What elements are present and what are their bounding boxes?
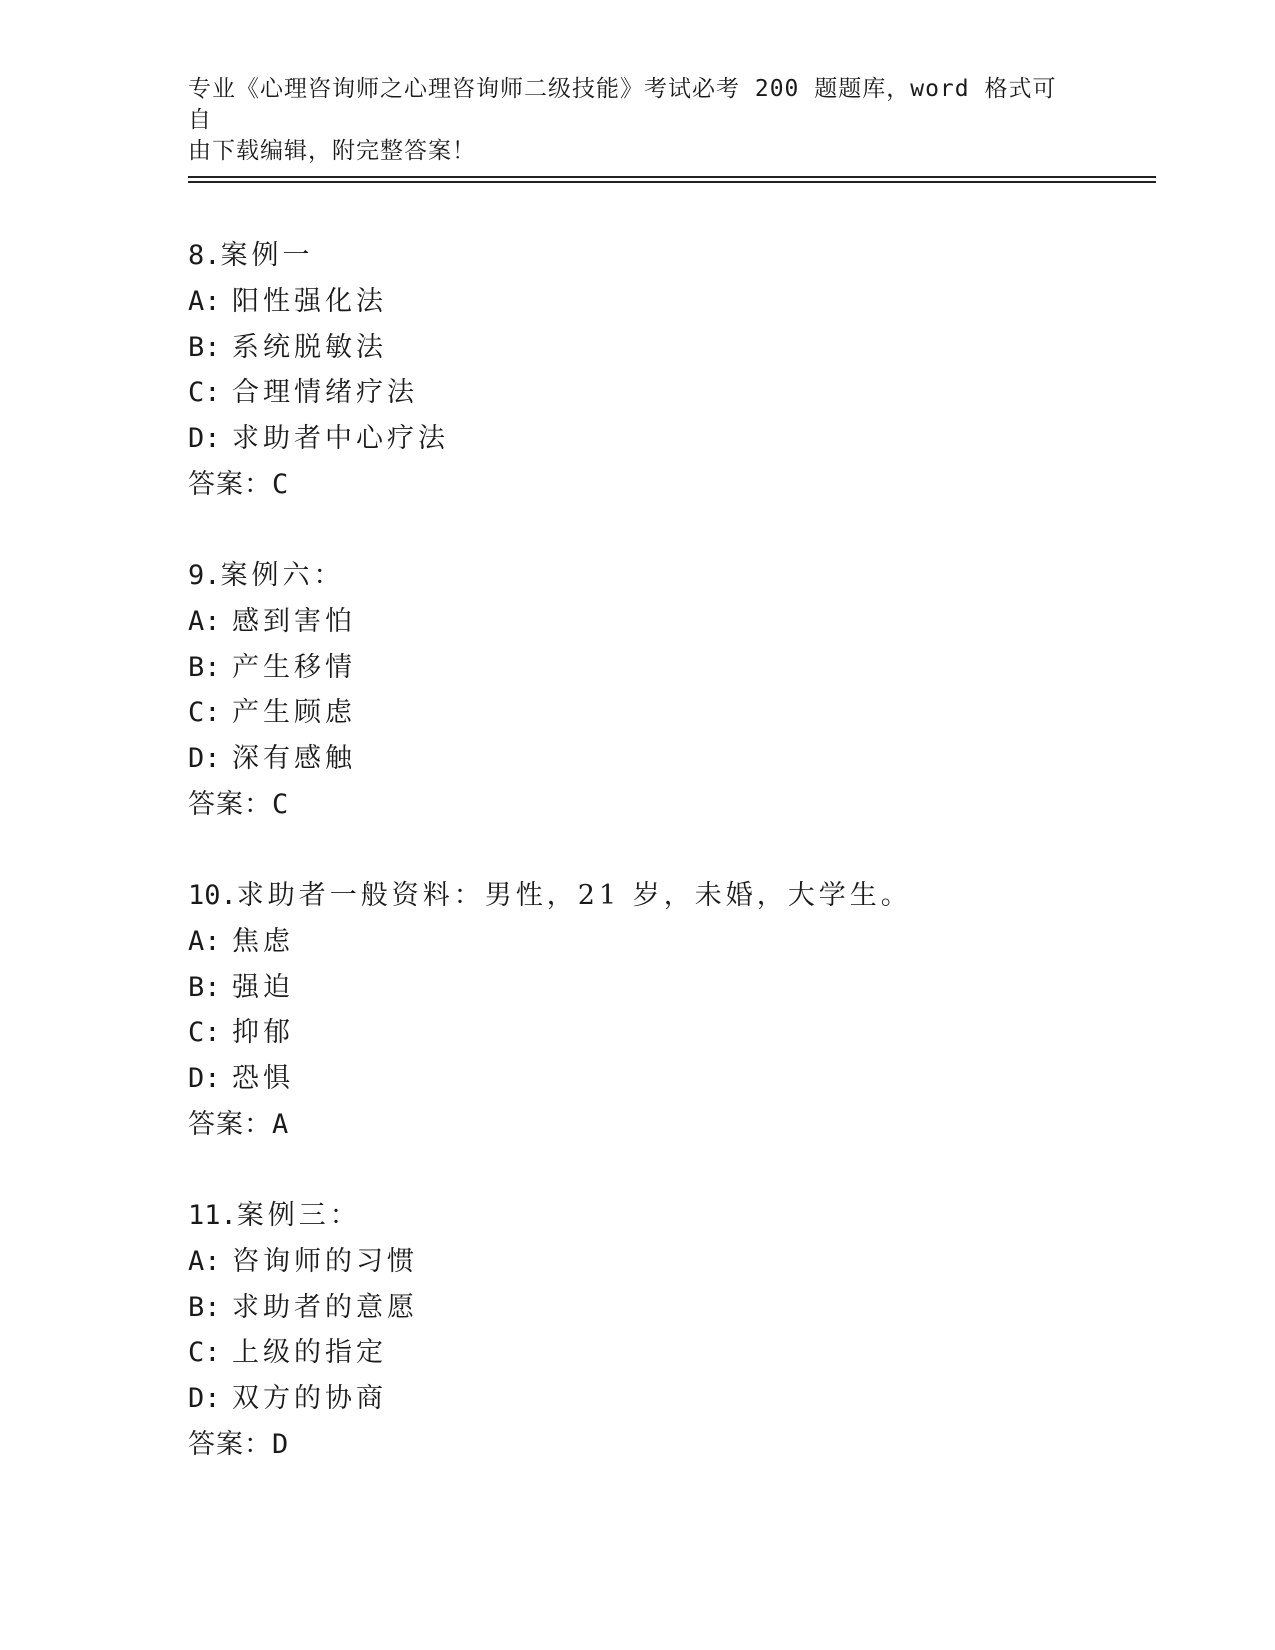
question-number: 8. xyxy=(188,240,221,271)
option-key: A: xyxy=(188,285,221,317)
option-text: 感到害怕 xyxy=(232,605,356,637)
option-text: 双方的协商 xyxy=(232,1383,387,1415)
question-10 xyxy=(188,873,1156,1193)
option-c xyxy=(188,1330,1156,1376)
option-text: 抑郁 xyxy=(232,1017,294,1049)
option-text: 深有感触 xyxy=(232,743,356,775)
option-key: C: xyxy=(188,697,221,729)
answer-value: C xyxy=(272,788,290,820)
option-text: 求助者的意愿 xyxy=(232,1291,418,1323)
option-text: 强迫 xyxy=(232,971,294,1003)
option-text: 咨询师的习惯 xyxy=(232,1245,418,1277)
option-key: B: xyxy=(188,331,221,363)
question-number: 10. xyxy=(188,880,237,911)
answer-line xyxy=(188,462,1156,508)
option-c xyxy=(188,370,1156,416)
question-stem xyxy=(188,553,1156,599)
option-a xyxy=(188,919,1156,965)
option-text: 系统脱敏法 xyxy=(232,331,387,363)
option-key: C: xyxy=(188,1337,221,1369)
question-number: 9. xyxy=(188,560,221,591)
header-divider-bottom xyxy=(188,181,1156,183)
answer-line xyxy=(188,782,1156,828)
answer-value: A xyxy=(272,1108,290,1140)
option-key: A: xyxy=(188,1245,221,1277)
option-d xyxy=(188,1056,1156,1102)
option-key: B: xyxy=(188,971,221,1003)
question-text: 求助者一般资料：男性，21 岁，未婚，大学生。 xyxy=(236,880,912,911)
option-d xyxy=(188,416,1156,462)
option-c xyxy=(188,1010,1156,1056)
option-key: B: xyxy=(188,651,221,683)
question-9 xyxy=(188,553,1156,873)
document-header xyxy=(188,74,1068,167)
option-b xyxy=(188,965,1156,1011)
question-stem xyxy=(188,1193,1156,1239)
option-text: 阳性强化法 xyxy=(232,285,387,317)
option-text: 产生移情 xyxy=(232,651,356,683)
answer-label: 答案： xyxy=(188,1108,272,1140)
option-key: C: xyxy=(188,1017,221,1049)
option-d xyxy=(188,736,1156,782)
question-11 xyxy=(188,1193,1156,1513)
question-list xyxy=(188,233,1156,1513)
option-key: A: xyxy=(188,925,221,957)
question-stem xyxy=(188,873,1156,919)
option-text: 上级的指定 xyxy=(232,1337,387,1369)
option-a xyxy=(188,279,1156,325)
option-text: 合理情绪疗法 xyxy=(232,377,418,409)
option-d xyxy=(188,1376,1156,1422)
answer-label: 答案： xyxy=(188,788,272,820)
question-text: 案例一 xyxy=(220,240,314,271)
option-text: 产生顾虑 xyxy=(232,697,356,729)
option-text: 焦虑 xyxy=(232,925,294,957)
question-stem xyxy=(188,233,1156,279)
question-number: 11. xyxy=(188,1200,237,1231)
option-a xyxy=(188,1239,1156,1285)
answer-value: D xyxy=(272,1428,290,1460)
option-key: C: xyxy=(188,377,221,409)
header-line-1: 专业《心理咨询师之心理咨询师二级技能》考试必考 200 题题库，word 格式可自 xyxy=(188,76,1057,133)
option-key: A: xyxy=(188,605,221,637)
option-key: D: xyxy=(188,743,221,775)
option-key: D: xyxy=(188,423,221,455)
header-divider-top xyxy=(188,176,1156,178)
option-key: D: xyxy=(188,1063,221,1095)
answer-line xyxy=(188,1422,1156,1468)
question-text: 案例三： xyxy=(236,1200,361,1231)
option-text: 恐惧 xyxy=(232,1063,294,1095)
option-a xyxy=(188,599,1156,645)
answer-label: 答案： xyxy=(188,1428,272,1460)
header-line-2: 由下载编辑，附完整答案！ xyxy=(188,138,476,164)
question-text: 案例六： xyxy=(220,560,345,591)
answer-line xyxy=(188,1102,1156,1148)
question-8 xyxy=(188,233,1156,553)
option-b xyxy=(188,1285,1156,1331)
option-b xyxy=(188,645,1156,691)
option-text: 求助者中心疗法 xyxy=(232,423,449,455)
option-c xyxy=(188,690,1156,736)
option-key: B: xyxy=(188,1291,221,1323)
answer-value: C xyxy=(272,468,290,500)
answer-label: 答案： xyxy=(188,468,272,500)
option-key: D: xyxy=(188,1383,221,1415)
option-b xyxy=(188,325,1156,371)
